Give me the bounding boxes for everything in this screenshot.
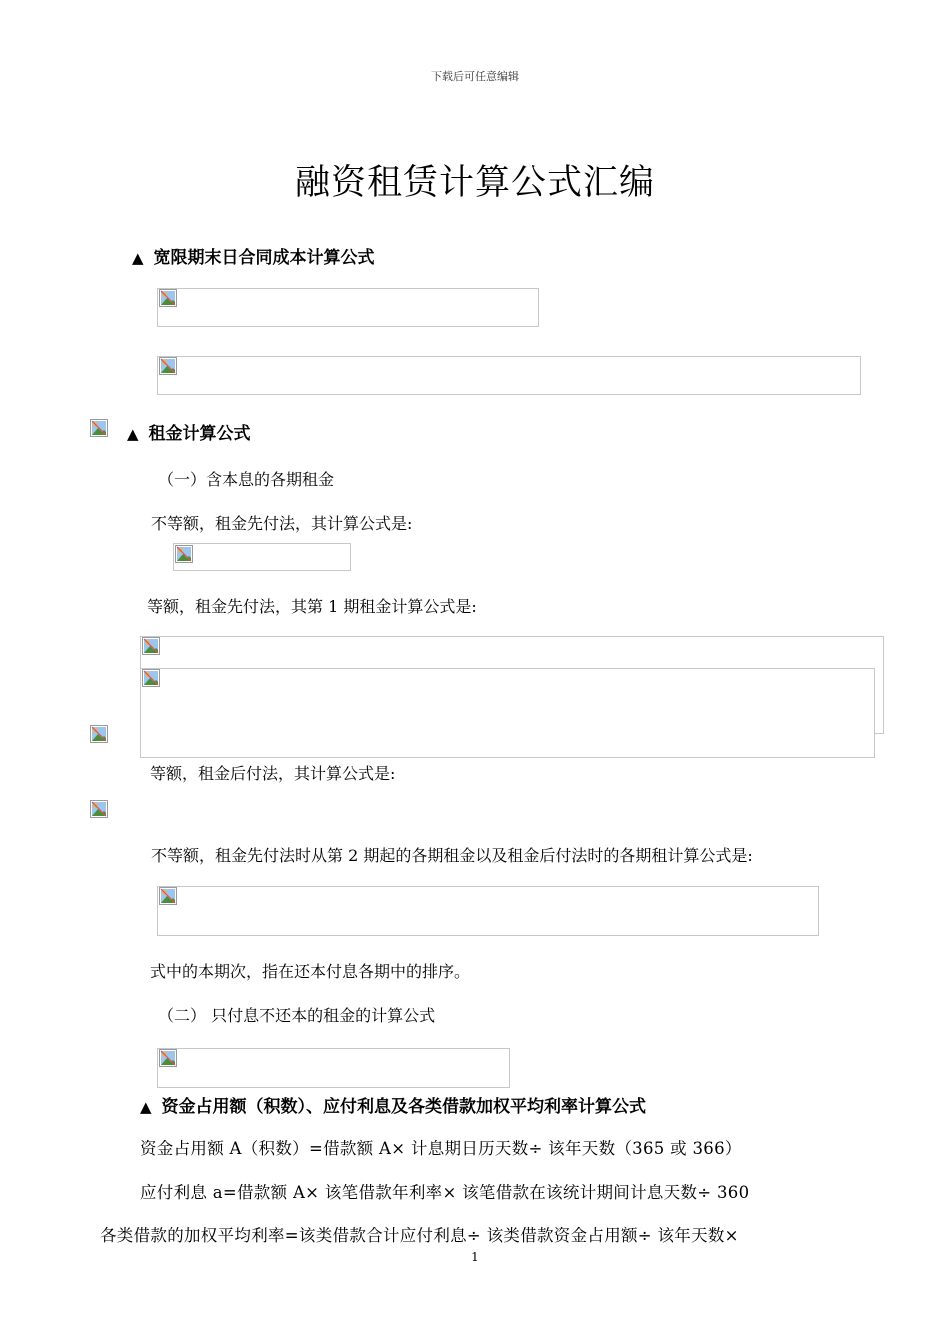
page-number: 1: [471, 1250, 479, 1264]
paragraph-unequal-advance: 不等额，租金先付法，其计算公式是:: [151, 514, 413, 533]
paragraph-equal-advance-first: 等额，租金先付法，其第 1 期租金计算公式是:: [147, 597, 477, 616]
broken-image-icon: [90, 419, 108, 437]
broken-image-icon: [175, 545, 193, 563]
subheading-interest-only: （二） 只付息不还本的租金的计算公式: [158, 1006, 436, 1025]
section-heading-rent: [127, 419, 251, 444]
broken-image-icon: [142, 637, 160, 655]
document-title: 融资租赁计算公式汇编: [294, 163, 655, 203]
triangle-bullet-icon: ▲: [127, 425, 139, 443]
section-heading-grace: [132, 243, 375, 268]
paragraph-equal-arrears: 等额，租金后付法，其计算公式是:: [150, 764, 396, 783]
formula-image-box: [140, 668, 875, 758]
formula-image-box: [157, 1048, 510, 1088]
paragraph-unequal-second-period: 不等额，租金先付法时从第 2 期起的各期租金以及租金后付法时的各期租计算公式是:: [151, 846, 753, 865]
broken-image-icon: [159, 289, 177, 307]
section-heading-grace-text: 宽限期末日合同成本计算公式: [153, 248, 375, 268]
header-note: 下载后可任意编辑: [431, 70, 519, 83]
formula-image-box: [157, 356, 861, 395]
section-heading-interest: [140, 1092, 646, 1117]
formula-image-box: [173, 543, 351, 571]
triangle-bullet-icon: ▲: [140, 1098, 152, 1116]
formula-interest-payable: 应付利息 a=借款额 A× 该笔借款年利率× 该笔借款在该统计期间计息天数÷ 360: [140, 1183, 750, 1202]
formula-weighted-average-rate: 各类借款的加权平均利率=该类借款合计应付利息÷ 该类借款资金占用额÷ 该年天数×: [100, 1226, 739, 1245]
formula-capital-occupied: 资金占用额 A（积数）=借款额 A× 计息期日历天数÷ 该年天数（365 或 366）: [140, 1139, 742, 1158]
paragraph-period-note: 式中的本期次，指在还本付息各期中的排序。: [150, 962, 471, 981]
formula-image-box: [157, 886, 819, 936]
section-heading-rent-text: 租金计算公式: [148, 424, 251, 444]
broken-image-icon: [159, 887, 177, 905]
broken-image-icon: [90, 800, 108, 818]
section-heading-interest-text: 资金占用额（积数）、应付利息及各类借款加权平均利率计算公式: [161, 1097, 647, 1117]
subheading-principal-interest: （一）含本息的各期租金: [158, 470, 335, 489]
broken-image-icon: [90, 725, 108, 743]
formula-image-box: [157, 288, 539, 327]
broken-image-icon: [159, 1049, 177, 1067]
broken-image-icon: [142, 669, 160, 687]
broken-image-icon: [159, 357, 177, 375]
triangle-bullet-icon: ▲: [132, 249, 144, 267]
